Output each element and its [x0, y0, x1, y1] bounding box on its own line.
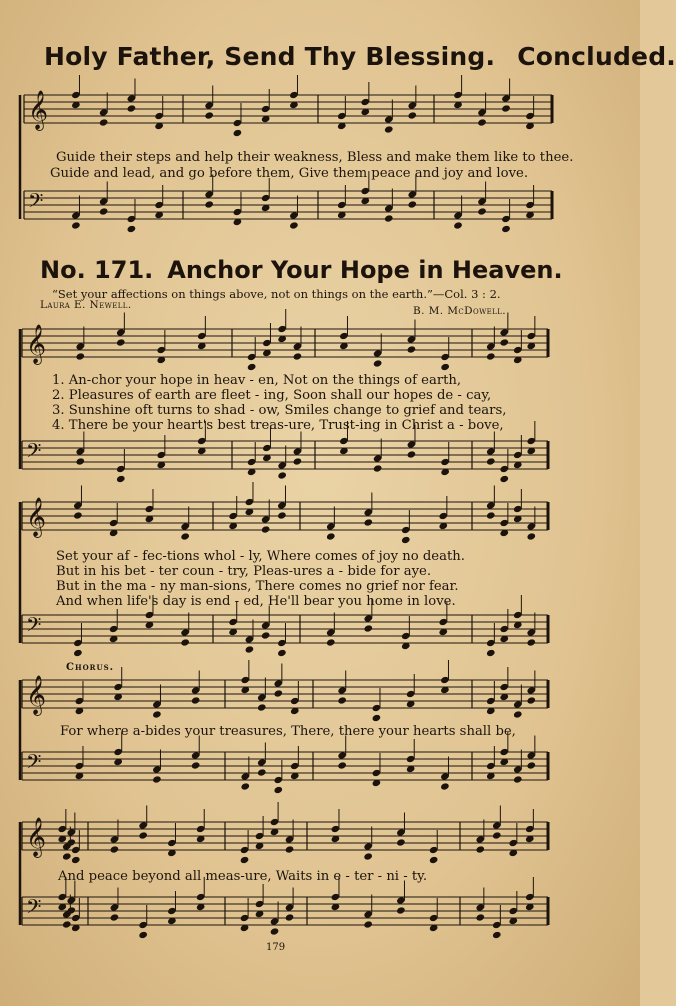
note-head	[138, 931, 148, 939]
note-head	[326, 638, 336, 646]
note-head	[486, 457, 496, 465]
note-head	[62, 920, 72, 928]
note-head	[363, 920, 373, 928]
bass-clef-icon: 𝄢	[26, 750, 42, 778]
note-head	[116, 475, 126, 483]
note-head	[513, 710, 523, 718]
note-head	[486, 649, 496, 657]
note-head	[257, 768, 267, 776]
note-head	[247, 363, 257, 371]
note-head	[373, 464, 383, 472]
note-head	[407, 111, 417, 119]
note-head	[372, 714, 382, 722]
note-head	[513, 775, 523, 783]
note-head	[180, 638, 190, 646]
verse-2-line-b: But in his bet - ter coun - try, Pleas-ures a - bide for aye.	[56, 564, 432, 579]
note-head	[499, 475, 509, 483]
note-head	[326, 532, 336, 540]
note-head	[401, 536, 411, 544]
prev-lyric-line-2: Guide and lead, and go before them, Give them peace and joy and love.	[50, 166, 529, 181]
bass-clef-icon: 𝄢	[28, 189, 44, 217]
note-head	[116, 338, 126, 346]
note-head	[373, 359, 383, 367]
note-head	[277, 649, 287, 657]
note-head	[273, 786, 283, 794]
hymn-heading	[40, 256, 600, 284]
note-head	[99, 118, 109, 126]
note-head	[75, 457, 85, 465]
note-head	[99, 207, 109, 215]
verse-3-line-b: But in the ma - ny man-sions, There comes no grief nor fear.	[56, 579, 459, 594]
prev-lyric-line-1: Guide their steps and help their weakness, Bless and make them like to thee.	[56, 150, 574, 165]
note-head	[71, 221, 81, 229]
note-head	[396, 906, 406, 914]
treble-clef-icon: 𝄞	[26, 817, 47, 857]
note-head	[152, 710, 162, 718]
prev-hymn-title: Holy Father, Send Thy Blessing.	[44, 42, 496, 71]
note-head	[486, 352, 496, 360]
note-head	[363, 852, 373, 860]
note-head	[73, 511, 83, 519]
note-head	[257, 703, 267, 711]
scripture-epigraph: “Set your affections on things above, not on things on the earth.”—Col. 3 : 2.	[52, 287, 501, 301]
chorus-line-1: For where a-bides your treasures, There, there your hearts shall be,	[60, 724, 516, 739]
note-head	[384, 125, 394, 133]
bass-clef-icon: 𝄢	[26, 613, 42, 641]
note-head	[293, 352, 303, 360]
note-head	[477, 207, 487, 215]
note-head	[475, 845, 485, 853]
note-head	[285, 913, 295, 921]
treble-clef-icon: 𝄞	[26, 675, 47, 715]
note-head	[277, 511, 287, 519]
note-head	[191, 761, 201, 769]
note-head	[204, 200, 214, 208]
note-head	[396, 838, 406, 846]
note-head	[499, 338, 509, 346]
note-head	[337, 761, 347, 769]
note-head	[293, 457, 303, 465]
chorus-line-2: And peace beyond all meas-ure, Waits in e - ter - ni - ty.	[58, 869, 428, 884]
note-head	[62, 852, 72, 860]
note-head	[289, 221, 299, 229]
bass-clef-icon: 𝄢	[26, 895, 42, 923]
note-head	[75, 352, 85, 360]
treble-clef-icon: 𝄞	[26, 324, 47, 364]
note-head	[127, 104, 137, 112]
note-head	[245, 645, 255, 653]
note-head	[337, 696, 347, 704]
note-head	[71, 856, 81, 864]
hymn-number: No. 171.	[40, 256, 154, 284]
note-head	[110, 845, 120, 853]
verse-1-line-a: 1. An-chor your hope in heav - en, Not on the things of earth,	[52, 373, 462, 388]
note-head	[407, 345, 417, 353]
note-head	[407, 450, 417, 458]
note-head	[440, 363, 450, 371]
note-head	[363, 518, 373, 526]
note-head	[180, 532, 190, 540]
note-head	[110, 913, 120, 921]
note-head	[384, 214, 394, 222]
composer-credit: B. M. McDowell.	[413, 305, 507, 317]
chorus-label: Chorus.	[66, 662, 115, 673]
bass-clef-icon: 𝄢	[26, 439, 42, 467]
note-head	[270, 927, 280, 935]
note-head	[477, 118, 487, 126]
note-head	[526, 696, 536, 704]
treble-clef-icon: 𝄞	[26, 497, 47, 537]
note-head	[240, 782, 250, 790]
note-head	[273, 689, 283, 697]
note-head	[501, 225, 511, 233]
note-head	[233, 129, 243, 137]
note-head	[363, 624, 373, 632]
note-head	[127, 225, 137, 233]
lyricist-credit: Laura E. Newell.	[40, 299, 132, 311]
concluded-label: Concluded.	[517, 42, 676, 71]
note-head	[261, 631, 271, 639]
note-head	[204, 111, 214, 119]
note-head	[486, 511, 496, 519]
note-head	[152, 775, 162, 783]
note-head	[285, 845, 295, 853]
verse-3-line-a: 3. Sunshine oft turns to shad - ow, Smiles change to grief and tears,	[52, 403, 507, 418]
verse-4-line-b: And when life's day is end - ed, He'll bear you home in love.	[56, 594, 456, 609]
note-head	[429, 856, 439, 864]
note-head	[526, 532, 536, 540]
note-head	[440, 782, 450, 790]
note-head	[492, 831, 502, 839]
note-head	[240, 856, 250, 864]
verse-1-line-b: Set your af - fec-tions whol - ly, Where comes of joy no death.	[56, 549, 465, 564]
page-number: 179	[266, 942, 286, 953]
note-head	[407, 200, 417, 208]
note-head	[453, 221, 463, 229]
note-head	[73, 649, 83, 657]
note-head	[492, 931, 502, 939]
note-head	[526, 761, 536, 769]
treble-clef-icon: 𝄞	[28, 90, 49, 130]
note-head	[526, 638, 536, 646]
note-head	[138, 831, 148, 839]
note-head	[261, 525, 271, 533]
note-head	[501, 104, 511, 112]
note-head	[277, 471, 287, 479]
note-head	[191, 696, 201, 704]
verse-4-line-a: 4. There be your heart's best treas-ure, Trust-ing in Christ a - bove,	[52, 418, 504, 433]
verse-2-line-a: 2. Pleasures of earth are fleet - ing, Soon shall our hopes de - cay,	[52, 388, 492, 403]
hymn-title: Anchor Your Hope in Heaven.	[167, 256, 563, 284]
note-head	[475, 913, 485, 921]
